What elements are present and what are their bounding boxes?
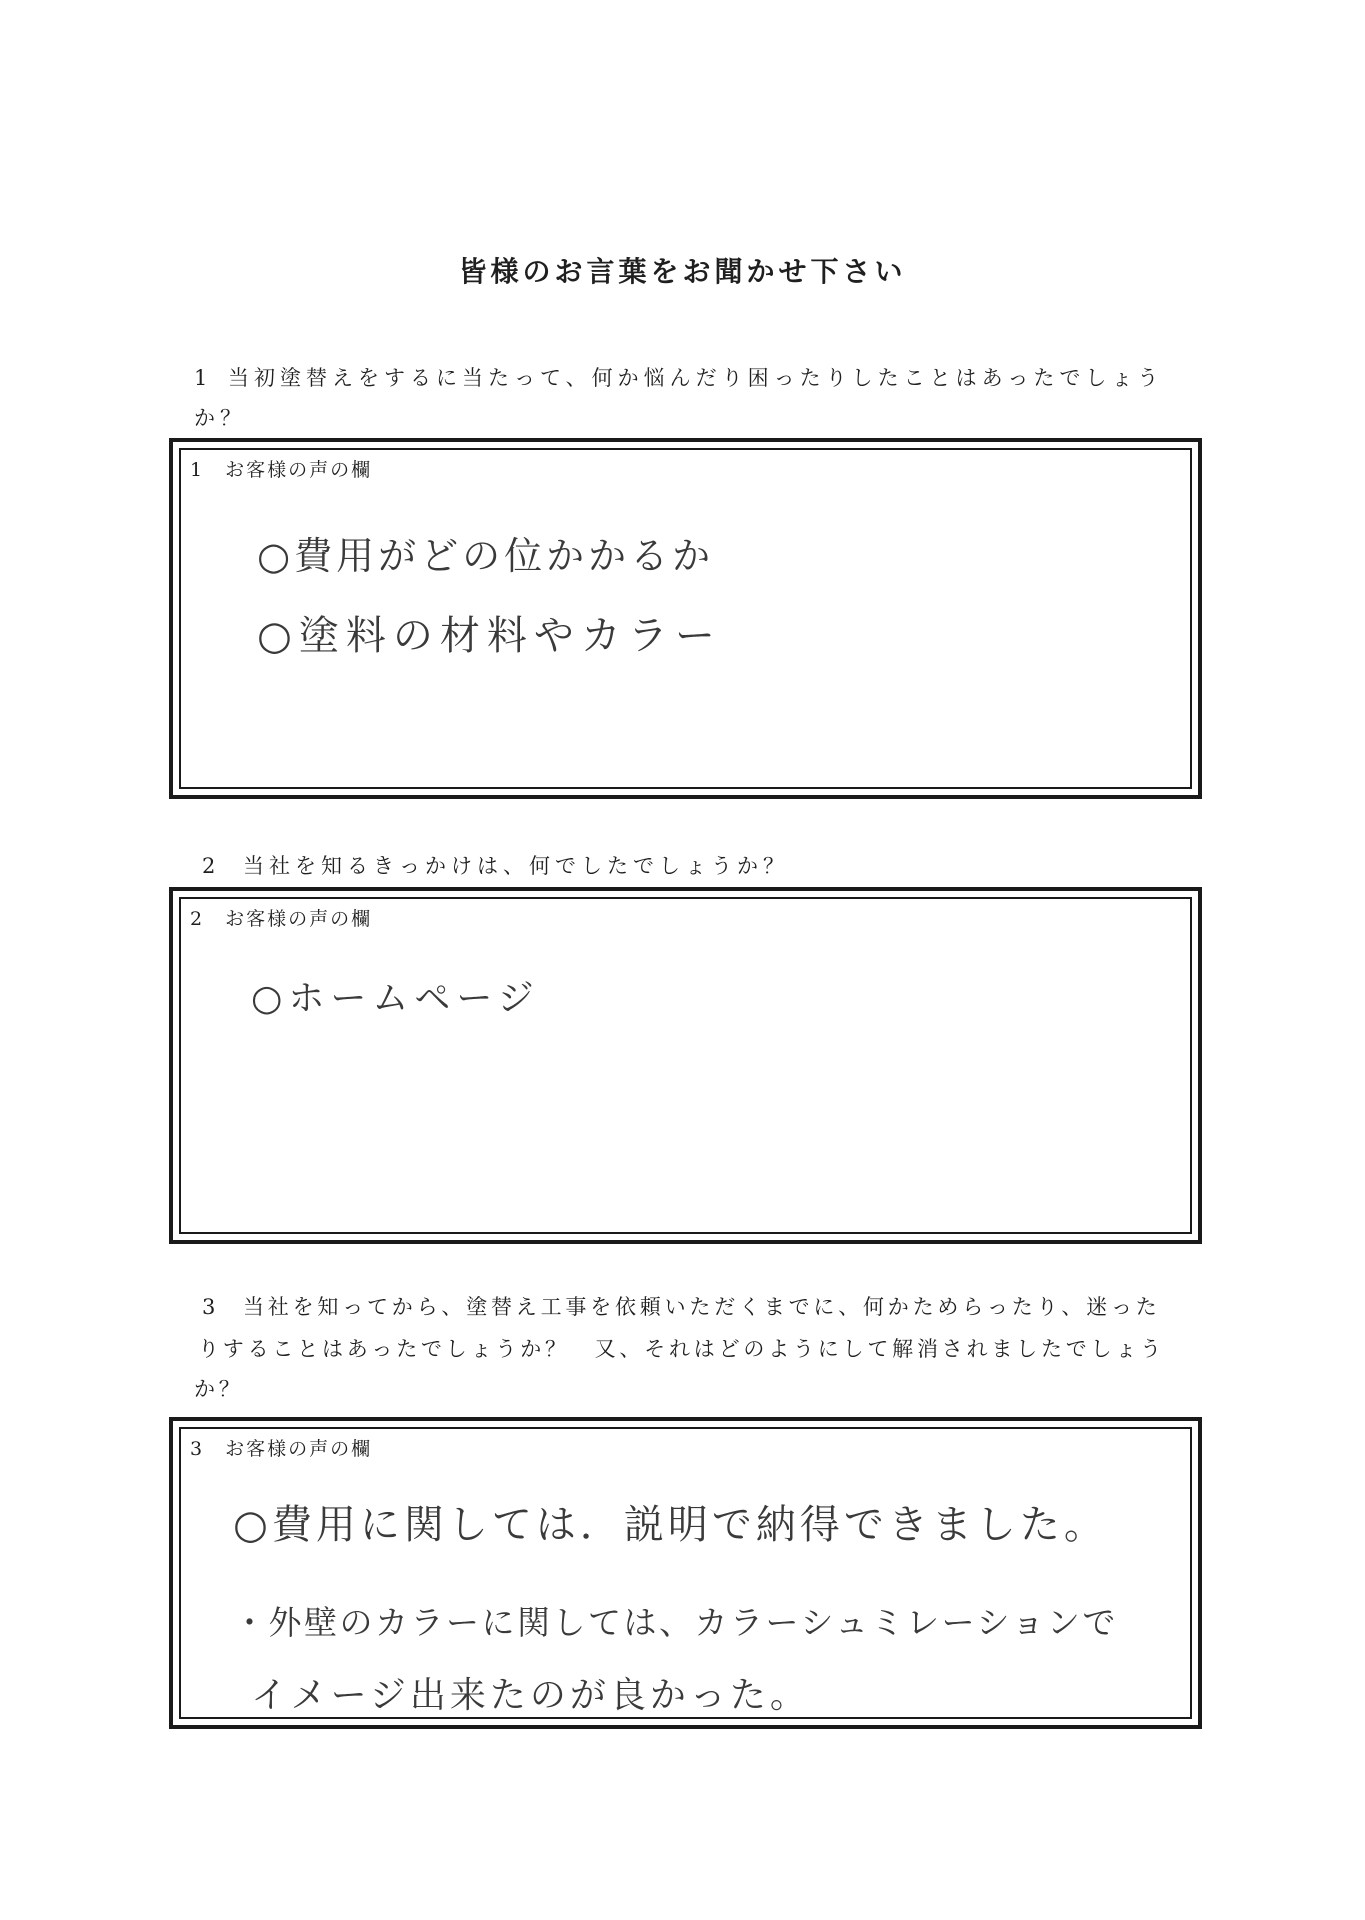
question-3-line-1: 当社を知ってから、塗替え工事を依頼いただくまでに、何かためらったり、迷った [243,1295,1161,1319]
answer-box-3-label: 3 お客様の声の欄 [190,1438,373,1460]
question-2-number: 2 [202,854,216,878]
answer-box-3 [169,1417,1202,1729]
answer-box-1 [169,438,1202,799]
answer-box-2-inner-border [179,897,1192,1234]
handwritten-answer-1-line-1: ○費用がどの位かかるか [257,534,715,578]
question-3-line-3: か？ [194,1377,244,1401]
question-1-line-1: 当初塗替えをするに当たって、何か悩んだり困ったりしたことはあったでしょう [228,366,1164,390]
handwritten-answer-3-line-1: ○費用に関しては．説明で納得できました。 [233,1502,1108,1548]
page-title: 皆様のお言葉をお聞かせ下さい [458,255,907,288]
question-1-line-2: か？ [194,406,246,430]
handwritten-answer-3-line-2: ・外壁のカラーに関しては、カラーシュミレーションで [233,1603,1118,1642]
answer-box-2-label: 2 お客様の声の欄 [190,908,373,930]
question-2-line-1: 当社を知るきっかけは、何でしたでしょうか？ [243,854,789,878]
question-3-number: 3 [202,1295,216,1319]
handwritten-answer-1-line-2: ○塗料の材料やカラー [257,613,722,659]
question-1-number: 1 [194,366,208,390]
answer-box-1-label: 1 お客様の声の欄 [190,459,373,481]
answer-box-2 [169,887,1202,1244]
question-3-line-2: りすることはあったでしょうか？ 又、それはどのようにして解消されましたでしょう [198,1337,1165,1361]
handwritten-answer-2-line-1: ○ホームページ [251,978,540,1019]
handwritten-answer-3-line-3: イメージ出来たのが良かった。 [251,1675,810,1716]
